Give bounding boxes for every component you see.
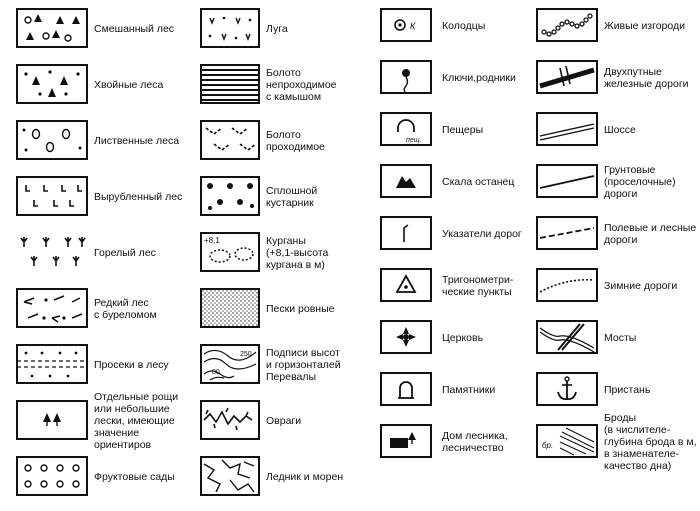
well-letter-text: К (410, 21, 416, 31)
legend-item-coniferous-forest (0, 56, 190, 112)
legend-item-pier (530, 364, 700, 416)
forester-house-icon (380, 424, 432, 458)
grove-icon (16, 400, 88, 440)
legend-item-trig-points (372, 260, 532, 312)
coniferous-forest-icon (16, 64, 88, 104)
legend-item-mixed-forest (0, 0, 190, 56)
legend-label: Пещеры (442, 123, 484, 136)
cut-forest-icon (16, 176, 88, 216)
legend-label: Грунтовые (проселочные) дороги (604, 163, 676, 201)
church-icon (380, 320, 432, 354)
meadow-icon (200, 8, 260, 48)
legend-item-groves (0, 390, 190, 452)
legend-label: Горелый лес (94, 246, 156, 259)
legend-label: Луга (266, 22, 288, 35)
legend-label: Редкий лес с буреломом (94, 296, 157, 321)
legend-label: Смешанный лес (94, 22, 175, 35)
legend-label: Живые изгороди (604, 19, 686, 32)
legend-label: Тригонометри- ческие пункты (442, 273, 514, 298)
legend-item-hedges (530, 0, 700, 52)
legend-item-road-signs (372, 208, 532, 260)
legend-item-orchards (0, 448, 190, 504)
bridge-icon (536, 320, 598, 354)
ford-icon (536, 424, 598, 458)
legend-item-bridges (530, 312, 700, 364)
legend-label: Фруктовые сады (94, 470, 175, 483)
legend-item-cut-forest (0, 168, 190, 224)
cave-icon (380, 112, 432, 146)
sparse-forest-icon (16, 288, 88, 328)
legend-label: Броды (в числителе- глубина брода в м, в знаменателе- качество дна) (604, 411, 697, 473)
kurgan-height-text: +8,1 (204, 236, 220, 245)
legend-item-meadow (192, 0, 370, 56)
legend-item-impassable-swamp (192, 56, 370, 112)
legend-item-burnt-forest (0, 224, 190, 280)
highway-icon (536, 112, 598, 146)
legend-label: Ледник и морен (266, 470, 344, 483)
legend-label: Болото непроходимое с камышом (266, 66, 337, 104)
legend-label: Памятники (442, 383, 496, 396)
legend-item-deciduous-forest (0, 112, 190, 168)
legend-label: Ключи,родники (442, 71, 516, 84)
legend-item-dirt-roads (530, 156, 700, 208)
cave-caption-text: пещ. (406, 137, 422, 144)
elevation-text: 80 (212, 369, 220, 376)
legend-label: Отдельные рощи или небольшие лески, имеющие значение ориентиров (94, 390, 179, 452)
legend-label: Церковь (442, 331, 484, 344)
legend-label: Просеки в лесу (94, 358, 169, 371)
legend-item-ravines (192, 392, 370, 448)
mixed-forest-icon (16, 8, 88, 48)
legend-label: Указатели дорог (442, 227, 522, 240)
legend-column-4 (530, 0, 700, 473)
legend-item-wells (372, 0, 532, 52)
legend-item-highway (530, 104, 700, 156)
legend-item-springs (372, 52, 532, 104)
legend-item-glacier (192, 448, 370, 504)
ford-caption-text: бр. (542, 441, 554, 450)
legend-label: Полевые и лесные дороги (604, 221, 697, 246)
legend-label: Овраги (266, 414, 302, 427)
legend-label: Зимние дороги (604, 279, 678, 292)
winter-road-icon (536, 268, 598, 302)
orchard-icon (16, 456, 88, 496)
legend-item-monuments (372, 364, 532, 416)
legend-column-1 (0, 0, 190, 504)
legend-label: Сплошной кустарник (266, 184, 318, 209)
ravine-icon (200, 400, 260, 440)
legend-column-2 (192, 0, 370, 504)
kurgan-icon (200, 232, 260, 272)
legend-item-shrubs (192, 168, 370, 224)
legend-item-fords (530, 411, 700, 473)
hedge-icon (536, 8, 598, 42)
legend-item-sands (192, 280, 370, 336)
legend-item-kurgans (192, 224, 370, 280)
burnt-forest-icon (16, 232, 88, 272)
field-road-icon (536, 216, 598, 250)
legend-item-caves (372, 104, 532, 156)
legend-label: Мосты (604, 331, 637, 344)
legend-item-double-railway (530, 52, 700, 104)
shrub-icon (200, 176, 260, 216)
legend-label: Двухпутные железные дороги (604, 65, 689, 90)
legend-label: Дом лесника, лесничество (442, 429, 508, 454)
deciduous-forest-icon (16, 120, 88, 160)
legend-label: Пески ровные (266, 302, 335, 315)
passable-swamp-icon (200, 120, 260, 160)
monument-icon (380, 372, 432, 406)
legend-label: Курганы (+8,1-высота кургана в м) (266, 234, 329, 272)
legend-label: Колодцы (442, 19, 486, 32)
legend-label: Вырубленный лес (94, 190, 183, 203)
legend-item-sparse-forest (0, 280, 190, 336)
legend-item-clearing (0, 336, 190, 392)
spring-icon (380, 60, 432, 94)
legend-item-church (372, 312, 532, 364)
legend-item-contours (192, 336, 370, 392)
road-sign-icon (380, 216, 432, 250)
legend-label: Подписи высот и горизонталей Перевалы (266, 346, 341, 384)
legend-item-passable-swamp (192, 112, 370, 168)
elevation-text: 250 (240, 351, 252, 358)
legend-item-winter-roads (530, 260, 700, 312)
legend-item-forester-house (372, 416, 532, 468)
legend-label: Хвойные леса (94, 78, 164, 91)
legend-label: Скала останец (442, 175, 515, 188)
dirt-road-icon (536, 164, 598, 198)
sand-icon (200, 288, 260, 328)
impassable-swamp-icon (200, 64, 260, 104)
well-icon (380, 8, 432, 42)
trig-point-icon (380, 268, 432, 302)
railway-icon (536, 60, 598, 94)
glacier-icon (200, 456, 260, 496)
legend-label: Пристань (604, 383, 651, 396)
contour-icon (200, 344, 260, 384)
legend-label: Шоссе (604, 123, 636, 136)
rock-icon (380, 164, 432, 198)
legend-item-field-roads (530, 208, 700, 260)
legend-label: Лиственные леса (94, 134, 180, 147)
anchor-icon (536, 372, 598, 406)
legend-item-rock (372, 156, 532, 208)
clearing-icon (16, 344, 88, 384)
legend-column-3 (372, 0, 532, 468)
legend-label: Болото проходимое (266, 128, 325, 153)
